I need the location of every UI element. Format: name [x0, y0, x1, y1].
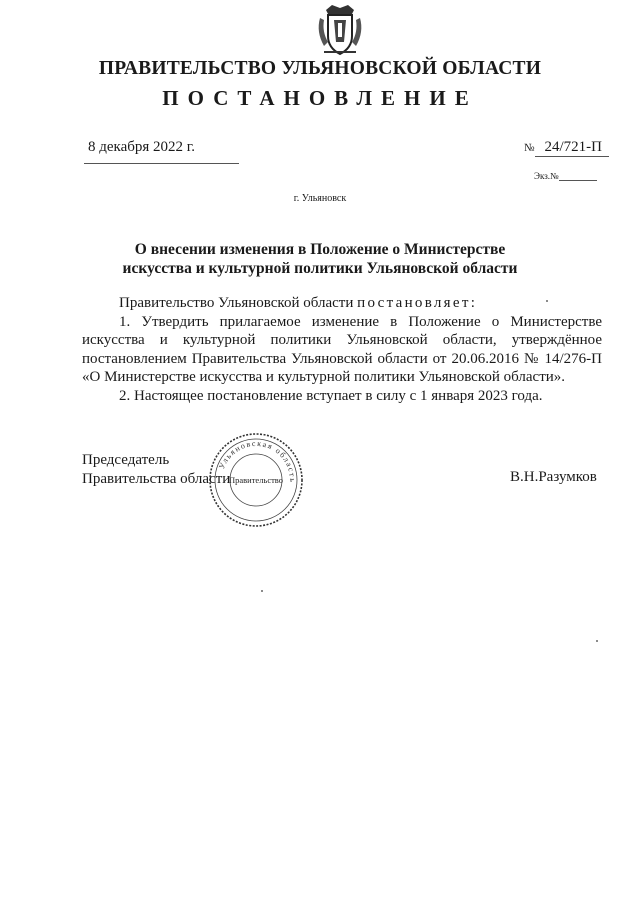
document-subject: [0, 240, 640, 278]
subject-line-2: искусства и культурной политики Ульяновской области: [122, 260, 518, 277]
intro-decree-word: постановляет:: [357, 295, 478, 311]
intro-paragraph: [82, 294, 602, 313]
seal-ring-text: Ульяновская область: [217, 438, 298, 484]
scan-speck: [596, 640, 598, 642]
number-value: 24/721-П: [535, 139, 609, 157]
copy-label: Экз.№: [534, 171, 559, 181]
signatory-title-line-1: Председатель: [82, 452, 170, 468]
copy-number: [534, 171, 597, 181]
item-2: 2. Настоящее постановление вступает в силу с 1 января 2023 года.: [119, 387, 543, 404]
signatory-name: В.Н.Разумков: [510, 469, 597, 485]
document-date: 8 декабря 2022 г.: [88, 139, 195, 155]
document-number: [524, 139, 609, 157]
signatory-title-line-2: Правительства области: [82, 470, 231, 487]
scan-speck: [261, 590, 263, 592]
intro-prefix: Правительство Ульяновской области: [119, 295, 358, 311]
date-underline: [84, 163, 239, 164]
copy-underline: [559, 180, 597, 181]
document-body: [82, 294, 602, 405]
government-title: ПРАВИТЕЛЬСТВО УЛЬЯНОВСКОЙ ОБЛАСТИ: [98, 58, 542, 79]
number-sign: №: [524, 142, 535, 154]
coat-of-arms-icon: [314, 2, 366, 58]
seal-center-text: Правительство: [228, 475, 284, 485]
city: г. Ульяновск: [293, 193, 347, 204]
official-seal-stamp: [206, 430, 306, 530]
document-type: ПОСТАНОВЛЕНИЕ: [162, 86, 478, 110]
subject-line-1: О внесении изменения в Положение о Министерстве: [134, 241, 506, 258]
scan-speck: [546, 300, 548, 302]
item-1: 1. Утвердить прилагаемое изменение в Положение о Министерстве искусства и культурной политики Ульяновской области, утверждённое постановлением Правительства Ульяновской области от 20.06.2016 № 14/276-П «О Министерстве искусства и культурной политики Ульяновской области».: [82, 313, 602, 385]
